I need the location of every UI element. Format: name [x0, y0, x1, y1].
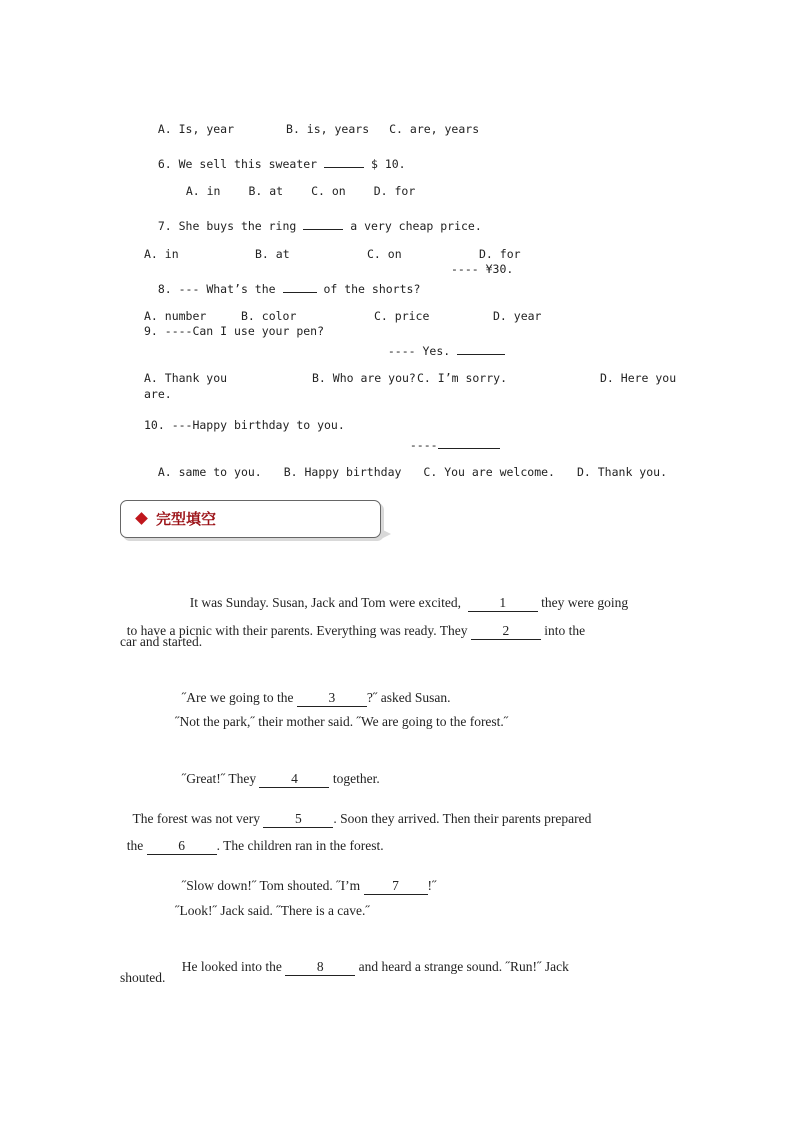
cloze-p6-b: !˝	[427, 878, 437, 893]
q8-options	[144, 292, 542, 324]
q9-option-d-continued: are.	[144, 387, 172, 401]
q7-option-d: D. for	[479, 247, 521, 261]
cloze-blank-4[interactable]: 4	[259, 772, 329, 788]
section-header	[120, 500, 381, 538]
q10-option-b: B. Happy birthday	[283, 465, 402, 479]
cloze-p7: ˝Look!˝ Jack said. ˝There is a cave.˝	[175, 903, 370, 918]
cloze-p5-b: . Soon they arrived. Then their parents prepared	[333, 811, 592, 826]
q9-options	[144, 354, 677, 386]
cloze-p8-a: He looked into the	[181, 959, 282, 974]
cloze-line-8	[120, 822, 384, 855]
q5-options-line	[144, 105, 479, 137]
cloze-p5-c: the	[126, 838, 144, 853]
q5-option-c: C. are, years	[389, 122, 480, 136]
diamond-bullet-icon	[135, 512, 148, 525]
q7-options	[144, 230, 521, 262]
q9-reply: ---- Yes.	[387, 344, 451, 358]
q8-text-after: of the shorts?	[323, 282, 421, 296]
cloze-p2-b: ?˝ asked Susan.	[366, 690, 451, 705]
q6-text-before: 6. We sell this sweater	[157, 157, 318, 171]
q10-blank[interactable]	[438, 433, 500, 449]
cloze-line-6	[175, 755, 380, 788]
q8-option-d: D. year	[493, 309, 542, 323]
cloze-line-9	[175, 862, 437, 895]
q8-option-a: A. number	[144, 309, 207, 323]
cloze-line-4	[175, 674, 450, 707]
cloze-blank-5[interactable]: 5	[263, 812, 333, 828]
q7-blank[interactable]	[303, 214, 343, 230]
q10-stem: 10. ---Happy birthday to you.	[144, 418, 345, 432]
q8-reply: ---- ¥30.	[451, 262, 514, 276]
q5-option-a: A. Is, year	[157, 122, 235, 136]
q6-option-d: D. for	[373, 184, 416, 198]
q5-option-b: B. is, years	[286, 122, 370, 136]
q8-blank[interactable]	[283, 277, 317, 293]
q7-option-a: A. in	[144, 247, 179, 261]
cloze-p1-a: It was Sunday. Susan, Jack and Tom were excited,	[189, 595, 461, 610]
q9-option-d: D. Here you	[600, 371, 677, 385]
cloze-line-11	[175, 943, 569, 976]
q8-option-b: B. color	[241, 309, 297, 323]
q7-text-before: 7. She buys the ring	[157, 219, 297, 233]
cloze-p3: ˝Not the park,˝ their mother said. ˝We are going to the forest.˝	[175, 714, 509, 729]
q8-option-c: C. price	[374, 309, 430, 323]
cloze-blank-1[interactable]: 1	[468, 596, 538, 612]
cloze-p5-a: The forest was not very	[132, 811, 260, 826]
cloze-p4-b: together.	[332, 771, 380, 786]
cloze-p2-a: ˝Are we going to the	[181, 690, 294, 705]
q10-options	[144, 448, 667, 480]
q10-option-c: C. You are welcome.	[423, 465, 555, 479]
q10-option-a: A. same to you.	[157, 465, 262, 479]
cloze-p1-d: into the	[544, 623, 586, 638]
cloze-p1-c: to have a picnic with their parents. Everything was ready. They	[126, 623, 468, 638]
cloze-p1-b: they were going	[541, 595, 629, 610]
q7-option-c: C. on	[367, 247, 402, 261]
q7-stem	[144, 198, 482, 234]
q6-option-a: A. in	[185, 184, 221, 198]
q9-option-b: B. Who are you?	[312, 371, 416, 385]
cloze-p4-a: ˝Great!˝ They	[181, 771, 257, 786]
cloze-p6-a: ˝Slow down!˝ Tom shouted. ˝I’m	[181, 878, 361, 893]
cloze-blank-6[interactable]: 6	[147, 839, 217, 855]
q9-option-a: A. Thank you	[144, 371, 228, 385]
cloze-blank-2[interactable]: 2	[471, 624, 541, 640]
q9-stem: 9. ----Can I use your pen?	[144, 324, 325, 338]
q6-text-after: $ 10.	[370, 157, 406, 171]
q10-reply: ----	[409, 438, 438, 452]
cloze-p8-b: and heard a strange sound. ˝Run!˝ Jack	[358, 959, 569, 974]
q9-blank[interactable]	[457, 339, 505, 355]
q8-stem	[144, 261, 420, 297]
cloze-p1-e: car and started.	[120, 634, 203, 649]
q6-option-c: C. on	[311, 184, 346, 198]
section-title: 完型填空	[156, 510, 217, 528]
q6-options	[172, 167, 415, 199]
q7-option-b: B. at	[255, 247, 290, 261]
q8-text-before: 8. --- What’s the	[157, 282, 276, 296]
q9-reply-line	[374, 323, 505, 359]
q7-text-after: a very cheap price.	[350, 219, 482, 233]
cloze-blank-7[interactable]: 7	[364, 879, 428, 895]
cloze-p8-c: shouted.	[120, 970, 166, 985]
cloze-blank-3[interactable]: 3	[297, 691, 367, 707]
q6-blank[interactable]	[324, 152, 364, 168]
q10-option-d: D. Thank you.	[576, 465, 667, 479]
q9-option-c: C. I’m sorry.	[417, 371, 508, 385]
cloze-blank-8[interactable]: 8	[285, 960, 355, 976]
q6-option-b: B. at	[248, 184, 284, 198]
cloze-p5-d: . The children ran in the forest.	[216, 838, 384, 853]
